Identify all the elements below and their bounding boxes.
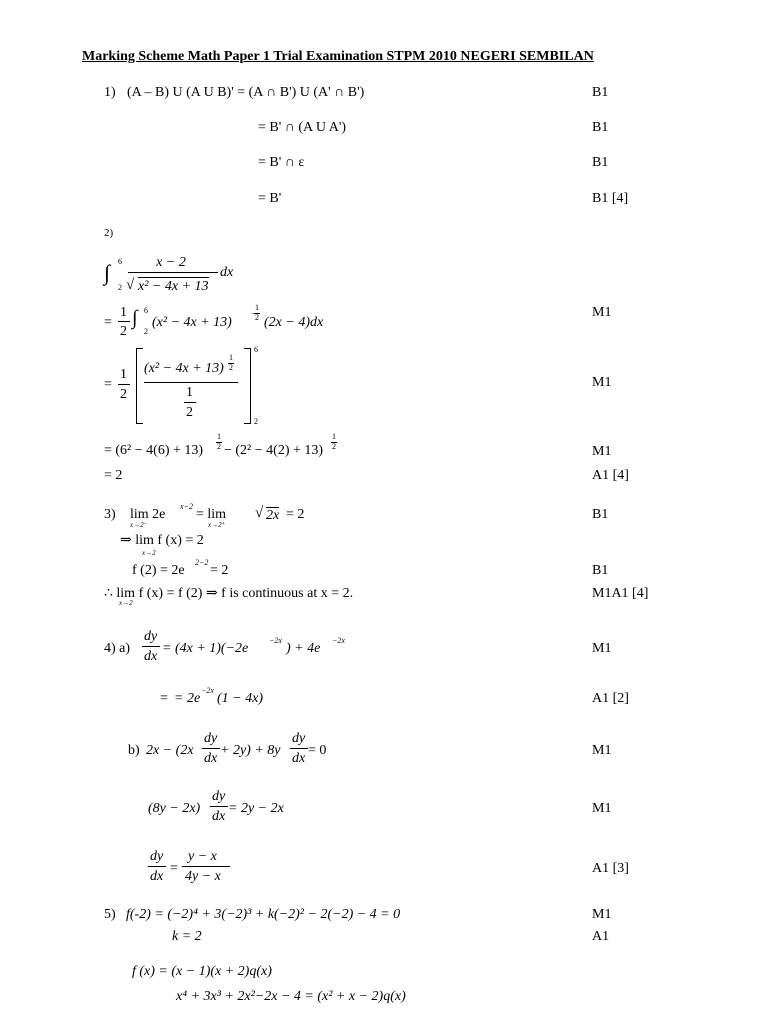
integral-sign: ∫: [104, 260, 111, 285]
q1-line3: = B' ∩ ε: [258, 155, 305, 170]
q5-line1: f(-2) = (−2)⁴ + 3(−2)³ + k(−2)² − 2(−2) − 4 = 0: [126, 907, 401, 922]
q2-mark-3: M1: [592, 444, 612, 459]
q5-line2: k = 2: [172, 929, 202, 944]
q4a-line1: 4) a) dy dx = (4x + 1)(−2e −2x ) + 4e −2x: [104, 629, 345, 664]
q2-numerator: x − 2: [156, 255, 186, 270]
q1-mark-1: B1: [592, 85, 609, 100]
q3-mark-2: B1: [592, 563, 609, 578]
q4b-line1: b) 2x − (2x dy dx + 2y) + 8y dy dx = 0: [128, 731, 327, 766]
q1-line2: = B' ∩ (A U A'): [258, 120, 346, 135]
upper-limit: 6: [118, 257, 122, 266]
q4b-line3: dy dx = y − x 4y − x: [148, 850, 268, 890]
q2-line3: = 1 2 (x² − 4x + 13) 1 2 1 2 6 2: [104, 345, 258, 426]
q3-mark-1: B1: [592, 507, 609, 522]
q2-mark-2: M1: [592, 375, 612, 390]
lower-limit: 2: [118, 283, 122, 292]
q1-label: 1): [104, 85, 116, 100]
q1-mark-4: B1 [4]: [592, 191, 629, 206]
q3-mark-3: M1A1 [4]: [592, 586, 649, 601]
q3-label: 3): [104, 507, 116, 522]
q2-denominator: x² − 4x + 13: [138, 279, 209, 294]
q5-mark-1: M1: [592, 907, 612, 922]
q4-mark-3: M1: [592, 743, 612, 758]
q4-mark-4: M1: [592, 801, 612, 816]
q2-line2-body: (x² − 4x + 13): [152, 315, 232, 330]
q5-line4: x⁴ + 3x³ + 2x²−2x − 4 = (x² + x − 2)q(x): [176, 989, 406, 1004]
q1-line1: (A – B) U (A U B)' = (A ∩ B') U (A' ∩ B'): [127, 85, 365, 100]
q2-dx: dx: [220, 265, 234, 280]
q4-mark-2: A1 [2]: [592, 691, 629, 706]
q1-mark-2: B1: [592, 120, 609, 135]
q1-mark-3: B1: [592, 155, 609, 170]
q2-mark-4: A1 [4]: [592, 468, 629, 483]
q2-mark-1: M1: [592, 305, 612, 320]
q4-mark-1: M1: [592, 641, 612, 656]
q2-label: 2): [104, 227, 114, 239]
q5-mark-2: A1: [592, 929, 610, 944]
q4a-line2: = = 2e −2x (1 − 4x): [160, 686, 263, 706]
q4b-line2: (8y − 2x) dy dx = 2y − 2x: [148, 789, 284, 824]
q2-line5: = 2: [104, 468, 123, 483]
q4-mark-5: A1 [3]: [592, 861, 629, 876]
q5-label: 5): [104, 907, 116, 922]
document-title: Marking Scheme Math Paper 1 Trial Examination STPM 2010 NEGERI SEMBILAN: [82, 49, 594, 64]
q1-line4: = B': [258, 191, 282, 206]
q3-line1: lim 2e x−2 = lim √ 2x = 2 x→2⁻ x→2⁺: [130, 502, 305, 529]
q2-line2-tail: (2x − 4)dx: [264, 315, 324, 330]
q2-line4-b: − (2² − 4(2) + 13): [224, 443, 324, 458]
q2-line3-inner: (x² − 4x + 13): [144, 361, 224, 376]
q2-line4-a: = (6² − 4(6) + 13): [104, 443, 204, 458]
q5-line3: f (x) = (x − 1)(x + 2)q(x): [132, 964, 272, 979]
